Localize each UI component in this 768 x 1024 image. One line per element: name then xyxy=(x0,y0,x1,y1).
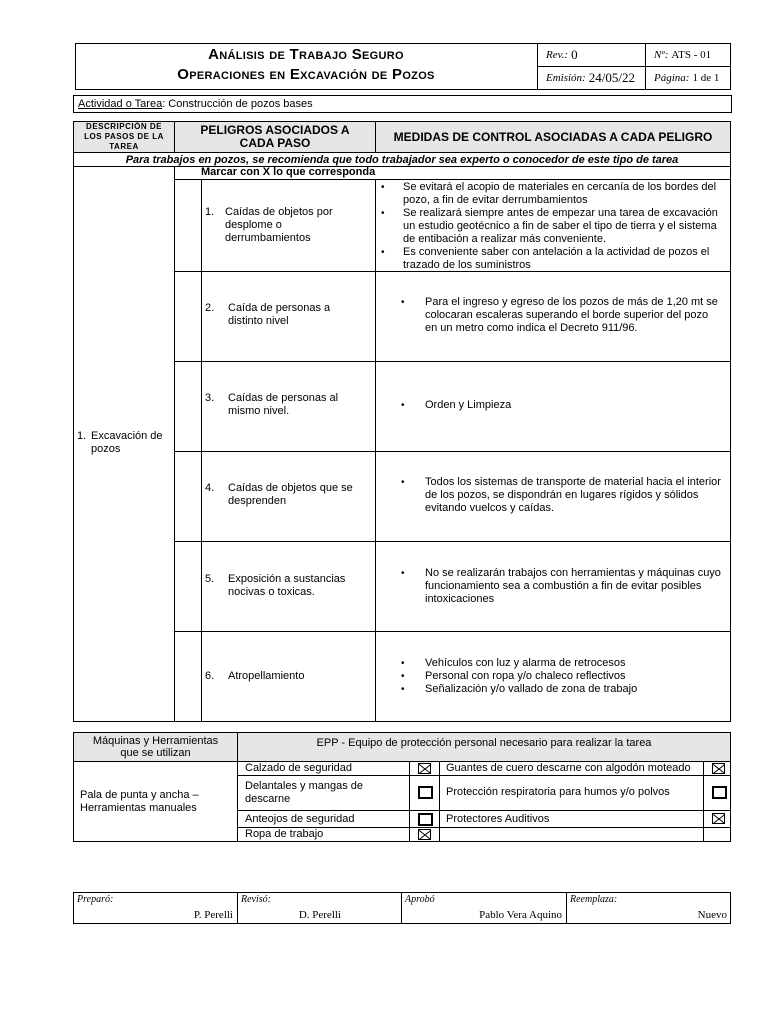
measure-item: • Se evitará el acopio de materiales en cercanía de los bordes del pozo, a fin de evitar derrumbamientos xyxy=(375,181,731,207)
row-divider-top xyxy=(174,179,731,180)
control-measures xyxy=(375,476,731,515)
checkbox-anteojos[interactable] xyxy=(418,813,433,826)
task-step xyxy=(77,430,173,456)
epp-item-label: Protección respiratoria para humos y/o polvos xyxy=(446,786,670,798)
title-block xyxy=(75,45,537,89)
epp-item-label: Ropa de trabajo xyxy=(245,828,324,840)
prepared-cell xyxy=(73,892,237,924)
equipment-divider xyxy=(409,761,410,842)
epp-item-label: Guantes de cuero descarne con algodón moteado xyxy=(446,762,691,774)
measure-item: • Se realizará siempre antes de empezar una tarea de excavación un estudio geotécnico a fin de saber el tipo de tierra y el sistema de entibación a realizar más conveniente. xyxy=(375,207,731,246)
activity-value: : Construcción de pozos bases xyxy=(162,98,313,110)
row-divider xyxy=(174,541,731,542)
checkbox-protectores-auditivos[interactable] xyxy=(712,813,725,824)
hazard-item: 3. Caídas de personas al mismo nivel. xyxy=(201,392,375,418)
checkbox-calzado[interactable] xyxy=(418,763,431,774)
checkbox-guantes[interactable] xyxy=(712,763,725,774)
document-number-field xyxy=(645,43,731,67)
epp-item-label: Calzado de seguridad xyxy=(245,762,353,774)
hazard-item: 2. Caída de personas a distinto nivel xyxy=(201,302,375,328)
page-field xyxy=(645,66,731,90)
measure-item: • Orden y Limpieza xyxy=(375,399,731,412)
revision-field xyxy=(537,43,646,67)
measure-item: • Personal con ropa y/o chaleco reflectivos xyxy=(375,670,731,683)
replaces-cell xyxy=(566,892,731,924)
document-title-line1: Análisis de Trabajo Seguro xyxy=(208,46,404,63)
mark-instruction: Marcar con X lo que corresponda xyxy=(201,166,376,178)
control-measures xyxy=(375,296,731,335)
revision-label: Rev.: xyxy=(546,49,569,61)
task-step-text: Excavación de pozos xyxy=(91,430,163,455)
approved-label: Aprobó xyxy=(405,894,435,905)
machines-header: Máquinas y Herramientas que se utilizan xyxy=(73,732,238,762)
hazard-text: Caída de personas a distinto nivel xyxy=(228,302,331,327)
prepared-label: Preparó: xyxy=(77,894,114,905)
reviewed-label: Revisó: xyxy=(241,894,271,905)
measure-item: • Para el ingreso y egreso de los pozos de más de 1,20 mt se colocaran escaleras superando el borde superior del pozo en un metro como indica el Decreto 911/96. xyxy=(375,296,731,335)
revision-value: 0 xyxy=(571,47,578,62)
emission-value: 24/05/22 xyxy=(588,70,635,85)
measure-item: • Vehículos con luz y alarma de retrocesos xyxy=(375,657,731,670)
equipment-divider xyxy=(439,761,440,842)
control-measures xyxy=(375,399,731,412)
control-measures xyxy=(375,657,731,696)
approved-cell xyxy=(401,892,566,924)
epp-header: EPP - Equipo de protección personal necesario para realizar la tarea xyxy=(237,732,731,762)
document-number-value: ATS - 01 xyxy=(671,49,712,61)
checkbox-proteccion-respiratoria[interactable] xyxy=(712,786,727,799)
measure-item: • Señalización y/o vallado de zona de trabajo xyxy=(375,683,731,696)
replaces-label: Reemplaza: xyxy=(570,894,618,905)
hazard-text: Exposición a sustancias nocivas o toxicas. xyxy=(228,573,346,598)
replaces-value: Nuevo xyxy=(697,909,727,921)
emission-field xyxy=(537,66,646,90)
column-header-hazards: PELIGROS ASOCIADOS A CADA PASO xyxy=(174,121,376,153)
control-measures xyxy=(375,567,731,606)
recommendation-note: Para trabajos en pozos, se recomienda que todo trabajador sea experto o conocedor de este tipo de tarea xyxy=(73,152,731,167)
approved-value: Pablo Vera Aquino xyxy=(479,909,562,921)
task-step-number: 1. xyxy=(77,430,87,442)
control-measures xyxy=(375,181,731,272)
reviewed-cell xyxy=(237,892,401,924)
hazard-item: 1. Caídas de objetos por desplome o derrumbamientos xyxy=(201,206,375,245)
activity-row xyxy=(73,95,732,113)
measure-item: • Es conveniente saber con antelación a la actividad de pozos el trazado de los suministros xyxy=(375,246,731,272)
document-number-label: Nº: xyxy=(654,49,669,61)
machines-value: Pala de punta y ancha – Herramientas manuales xyxy=(80,789,199,814)
measure-item: • Todos los sistemas de transporte de material hacia el interior de los pozos, se dispondrán en lugares rígidos y sólidos evitando vuelcos y caídas. xyxy=(375,476,731,515)
emission-label: Emisión: xyxy=(546,72,586,84)
row-divider xyxy=(174,631,731,632)
row-divider xyxy=(174,361,731,362)
checkbox-delantales[interactable] xyxy=(418,786,433,799)
prepared-value: P. Perelli xyxy=(193,909,233,921)
epp-item-label: Delantales y mangas de descarne xyxy=(245,780,364,805)
measure-item: • No se realizarán trabajos con herramientas y máquinas cuyo funcionamiento sea a combustión a fin de evitar posibles intoxicaciones xyxy=(375,567,731,606)
column-header-steps: DESCRIPCIÓN DE LOS PASOS DE LA TAREA xyxy=(73,121,175,153)
hazard-item: 4. Caídas de objetos que se desprenden xyxy=(201,482,375,508)
hazard-text: Caídas de personas al mismo nivel. xyxy=(228,392,339,417)
equipment-divider xyxy=(703,761,704,842)
hazard-text: Caídas de objetos que se desprenden xyxy=(228,482,353,507)
hazard-text: Caídas de objetos por desplome o derrumbamientos xyxy=(225,206,333,244)
equipment-divider xyxy=(237,775,731,776)
hazard-item: 6. Atropellamiento xyxy=(201,670,375,683)
reviewed-value: D. Perelli xyxy=(298,909,341,921)
hazard-item: 5. Exposición a sustancias nocivas o toxicas. xyxy=(201,573,375,599)
activity-label: Actividad o Tarea xyxy=(78,98,163,110)
document-title-line2: Operaciones en Excavación de Pozos xyxy=(177,66,435,83)
hazard-text: Atropellamiento xyxy=(228,670,305,682)
checkbox-ropa[interactable] xyxy=(418,829,431,840)
page-label: Página: xyxy=(654,72,690,84)
epp-item-label: Anteojos de seguridad xyxy=(245,813,355,825)
equipment-divider xyxy=(237,810,731,811)
column-header-measures: MEDIDAS DE CONTROL ASOCIADAS A CADA PELIGRO xyxy=(375,121,731,153)
page-value: 1 de 1 xyxy=(692,72,720,84)
equipment-divider xyxy=(237,761,238,842)
column-divider-1 xyxy=(174,166,175,722)
epp-item-label: Protectores Auditivos xyxy=(446,813,550,825)
row-divider xyxy=(174,451,731,452)
